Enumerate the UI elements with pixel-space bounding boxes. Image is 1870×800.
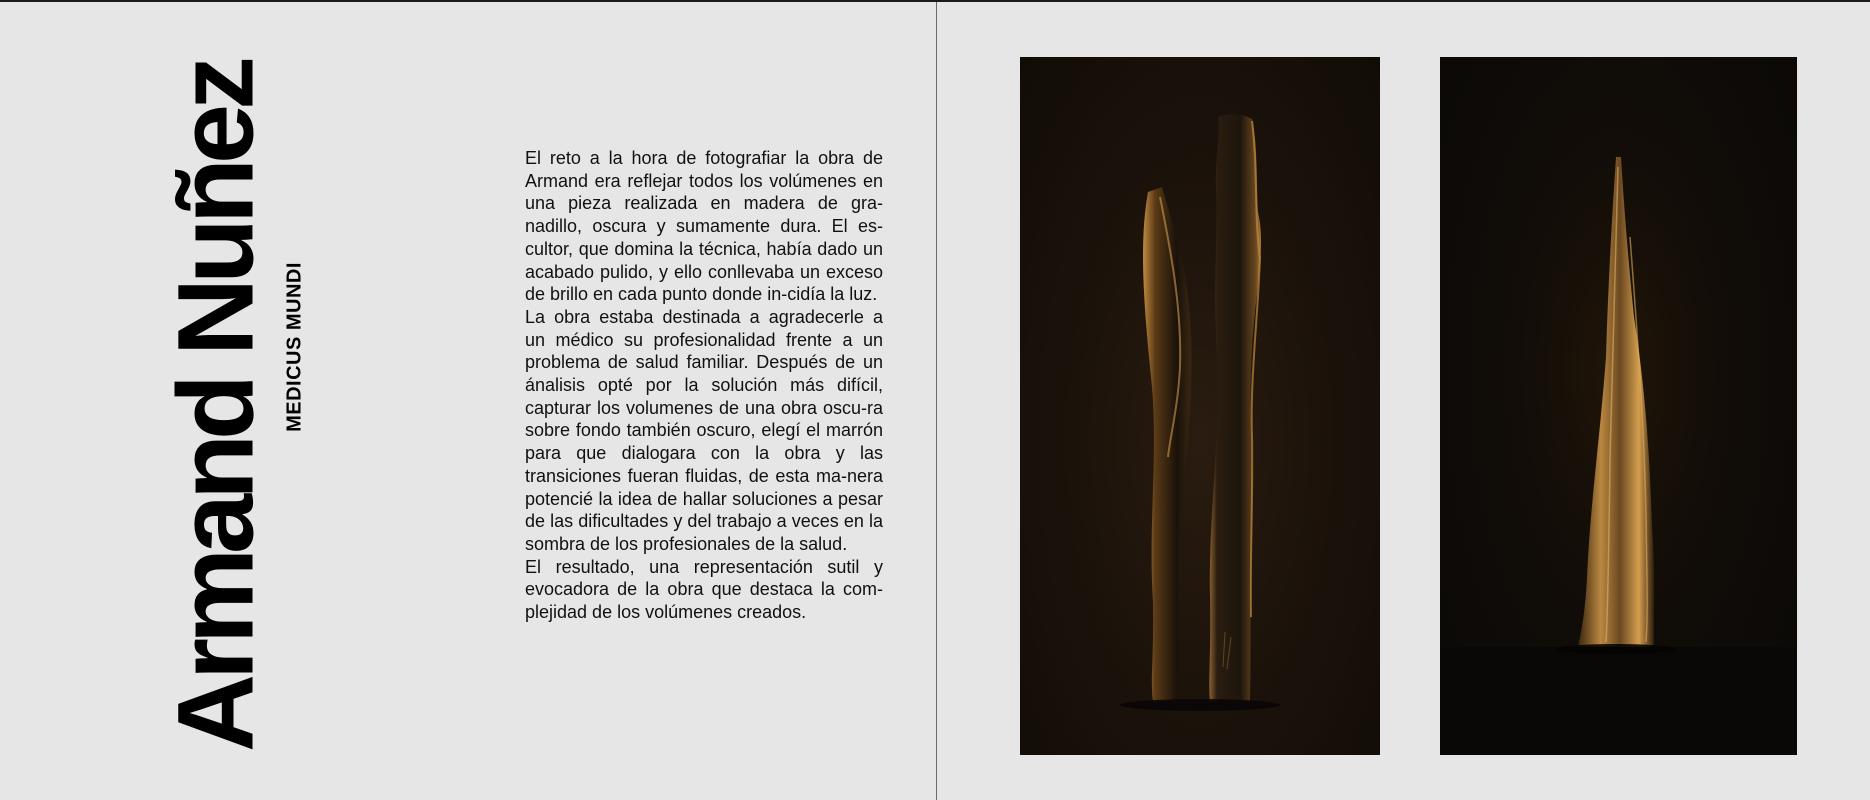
sculpture-photo-1 bbox=[1020, 57, 1380, 755]
sculpture-photo-2 bbox=[1440, 57, 1797, 755]
sculpture-twin-forms-image bbox=[1020, 57, 1380, 755]
article-body bbox=[525, 147, 883, 624]
body-paragraph-1: El reto a la hora de fotografiar la obra de Armand era reflejar todos los volúmenes en una pieza realizada en madera de gra-nadillo, oscura y sumamente dura. El es-cultor, que domina la técnica, había dado un acabado pulido, y ello conllevaba un exceso de brillo en cada punto donde in-cidía la luz. bbox=[525, 148, 883, 305]
work-subtitle: MEDICUS MUNDI bbox=[283, 262, 306, 432]
body-paragraph-3: El resultado, una representación sutil y evocadora de la obra que destaca la com-plejidad de los volúmenes creados. bbox=[525, 556, 883, 623]
page-spine-divider bbox=[936, 2, 937, 800]
vertical-title-block bbox=[120, 61, 350, 753]
sculpture-spire-image bbox=[1440, 57, 1797, 755]
body-paragraph-2: La obra estaba destinada a agradecerle a un médico su profesionalidad frente a un problema de salud familiar. Después de un ánalisis opté por la solución más difícil, capturar los volumenes de una obra oscu-ra sobre fondo también oscuro, elegí el marrón para que dialogara con la obra y las transiciones fueran fluidas, de esta ma-nera potencié la idea de hallar soluciones a pesar de las dificultades y del trabajo a veces en la sombra de los profesionales de la salud. bbox=[525, 306, 883, 554]
artist-name-title: Armand Nuñez bbox=[154, 61, 276, 753]
